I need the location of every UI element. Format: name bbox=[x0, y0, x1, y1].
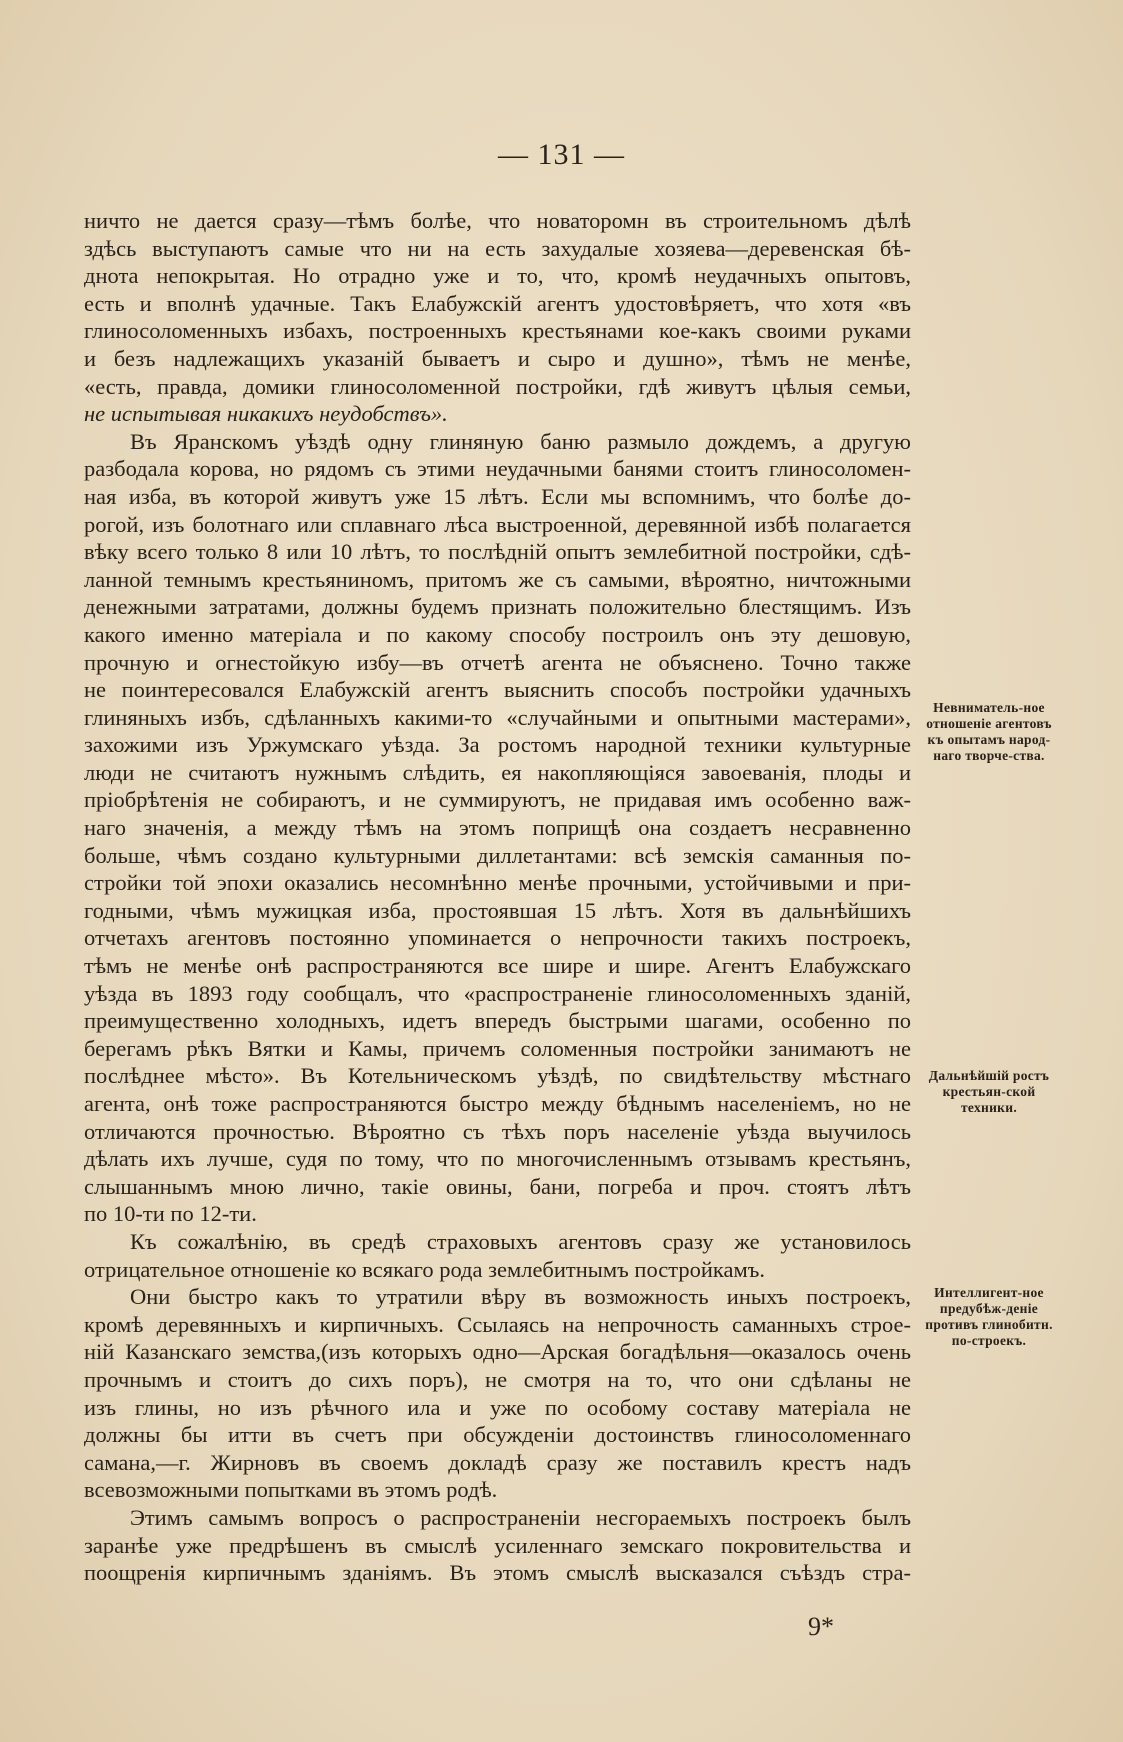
text-line: больше, чѣмъ создано культурными диллетантами: всѣ земскія саманныя по- bbox=[84, 842, 911, 868]
text-line: агента, онѣ тоже распространяются быстро между бѣднымъ населеніемъ, но не bbox=[84, 1091, 911, 1116]
text-line: дѣлать ихъ лучше, судя по тому, что по многочисленнымъ отзывамъ крестьянъ, bbox=[84, 1146, 911, 1172]
text-line: тѣмъ не менѣе онѣ распространяются все шире и шире. Агентъ Елабужскаго bbox=[84, 953, 911, 979]
text-line: ная изба, въ которой живутъ уже 15 лѣтъ. Если мы вспомнимъ, что болѣе до- bbox=[84, 483, 911, 509]
text-line: не поинтересовался Елабужскій агентъ выяснить способъ постройки удачныхъ bbox=[84, 677, 911, 703]
text-line: есть и вполнѣ удачные. Такъ Елабужскій агентъ удостовѣряетъ, что хотя «въ bbox=[84, 290, 911, 316]
text-line: рогой, изъ болотнаго или сплавнаго лѣса выстроенной, деревянной избѣ полагается bbox=[84, 511, 911, 537]
text-line: отличаются прочностью. Вѣроятно съ тѣхъ поръ населеніе уѣзда выучилось bbox=[84, 1118, 911, 1144]
text-line: прочнымъ и стоитъ до сихъ поръ), не смотря на то, что они сдѣланы не bbox=[84, 1366, 911, 1392]
text-line: по 10-ти по 12-ти. bbox=[84, 1201, 257, 1227]
text-line: всевозможными попытками въ этомъ родѣ. bbox=[84, 1477, 498, 1503]
margin-note: Невниматель-ное отношеніе агентовъ къ опытамъ народ-наго творче-ства. bbox=[926, 700, 1052, 763]
text-line: глиняныхъ избъ, сдѣланныхъ какими-то «случайными и опытными мастерами», bbox=[84, 704, 911, 730]
text-line: захожими изъ Уржумскаго уѣзда. За ростомъ народной техники культурные bbox=[84, 732, 911, 758]
text-line: преимущественно холодныхъ, идетъ впередъ быстрыми шагами, особенно по bbox=[84, 1008, 911, 1034]
text-line: «есть, правда, домики глиносоломенной постройки, гдѣ живутъ цѣлыя семьи, bbox=[84, 373, 911, 399]
text-line: изъ глины, но изъ рѣчного ила и уже по особому составу матеріала не bbox=[84, 1394, 911, 1420]
text-line: годными, чѣмъ мужицкая изба, простоявшая 15 лѣтъ. Хотя въ дальнѣйшихъ bbox=[84, 897, 911, 923]
text-line: пріобрѣтенія не собираютъ, и не суммируютъ, не придавая имъ особенно важ- bbox=[84, 787, 911, 813]
text-line: самана,—г. Жирновъ въ своемъ докладѣ сразу же поставилъ крестъ надъ bbox=[84, 1449, 911, 1475]
text-line: Къ сожалѣнію, въ средѣ страховыхъ агентовъ сразу же установилось bbox=[130, 1228, 911, 1254]
margin-note: Интеллигент-ное предубѣж-деніе противъ глинобитн. по-строекъ. bbox=[925, 1285, 1053, 1348]
text-line: Въ Яранскомъ уѣздѣ одну глиняную баню размыло дождемъ, а другую bbox=[130, 428, 911, 454]
page-number: — 131 — bbox=[498, 138, 625, 171]
text-line: отчетахъ агентовъ постоянно упоминается о непрочности такихъ построекъ, bbox=[84, 925, 911, 951]
text-line: наго значенія, а между тѣмъ на этомъ поприщѣ она создаетъ несравненно bbox=[84, 815, 911, 841]
text-line: Этимъ самымъ вопросъ о распространеніи несгораемыхъ построекъ былъ bbox=[130, 1504, 911, 1530]
body-text bbox=[84, 207, 911, 1587]
text-line: не испытывая никакихъ неудобствъ». bbox=[84, 401, 448, 427]
text-line: уѣзда въ 1893 году сообщалъ, что «распространеніе глиносоломенныхъ зданій, bbox=[84, 980, 911, 1006]
text-line: слышаннымъ мною лично, такіе овины, бани, погреба и проч. стоятъ лѣтъ bbox=[84, 1173, 911, 1199]
text-line: ній Казанскаго земства,(изъ которыхъ одно—Арская богадѣльня—оказалось очень bbox=[84, 1339, 911, 1365]
text-line: глиносоломенныхъ избахъ, построенныхъ крестьянами кое-какъ своими руками bbox=[84, 318, 911, 344]
text-line: люди не считаютъ нужнымъ слѣдить, ея накопляющіяся завоеванія, плоды и bbox=[84, 759, 911, 785]
text-line: Они быстро какъ то утратили вѣру въ возможность иныхъ построекъ, bbox=[130, 1284, 911, 1310]
text-line: послѣднее мѣсто». Въ Котельническомъ уѣздѣ, по свидѣтельству мѣстнаго bbox=[84, 1063, 911, 1089]
text-line: вѣку всего только 8 или 10 лѣтъ, то послѣдній опытъ землебитной постройки, сдѣ- bbox=[84, 539, 911, 565]
margin-note: Дальнѣйшій ростъ крестьян-ской техники. bbox=[928, 1068, 1050, 1115]
text-line: заранѣе уже предрѣшенъ въ смыслѣ усиленнаго земскаго покровительства и bbox=[84, 1532, 911, 1558]
text-line: ничто не дается сразу—тѣмъ болѣе, что новаторомн въ строительномъ дѣлѣ bbox=[84, 208, 911, 233]
text-line: какого именно матеріала и по какому способу построилъ онъ эту дешовую, bbox=[84, 621, 911, 647]
text-line: днота непокрытая. Но отрадно уже и то, что, кромѣ неудачныхъ опытовъ, bbox=[84, 263, 911, 289]
text-line: берегамъ рѣкъ Вятки и Камы, причемъ соломенныя постройки занимаютъ не bbox=[84, 1035, 911, 1061]
text-line: кромѣ деревянныхъ и кирпичныхъ. Ссылаясь на непрочность саманныхъ строе- bbox=[84, 1311, 911, 1337]
text-line: прочную и огнестойкую избу—въ отчетѣ агента не объяснено. Точно также bbox=[84, 649, 911, 675]
text-line: отрицательное отношеніе ко всякаго рода землебитнымъ постройкамъ. bbox=[84, 1256, 765, 1282]
text-line: и безъ надлежащихъ указаній бываетъ и сыро и душно», тѣмъ не менѣе, bbox=[84, 345, 911, 371]
text-line: ланной темнымъ крестьяниномъ, притомъ же съ самыми, вѣроятно, ничтожными bbox=[84, 566, 911, 592]
text-line: разбодала корова, но рядомъ съ этими неудачными банями стоитъ глиносоломен- bbox=[84, 456, 911, 482]
text-line: денежными затратами, должны будемъ признать положительно блестящимъ. Изъ bbox=[84, 594, 911, 620]
text-line: стройки той эпохи оказались несомнѣнно менѣе прочными, устойчивыми и при- bbox=[84, 870, 911, 896]
signature-mark: 9* bbox=[808, 1612, 834, 1641]
text-line: поощренія кирпичнымъ зданіямъ. Въ этомъ смыслѣ высказался съѣздъ стра- bbox=[84, 1560, 911, 1586]
text-line: здѣсь выступаютъ самые что ни на есть захудалые хозяева—деревенская бѣ- bbox=[84, 235, 911, 261]
text-line: должны бы итти въ счетъ при обсужденіи достоинствъ глиносоломеннаго bbox=[84, 1422, 911, 1448]
